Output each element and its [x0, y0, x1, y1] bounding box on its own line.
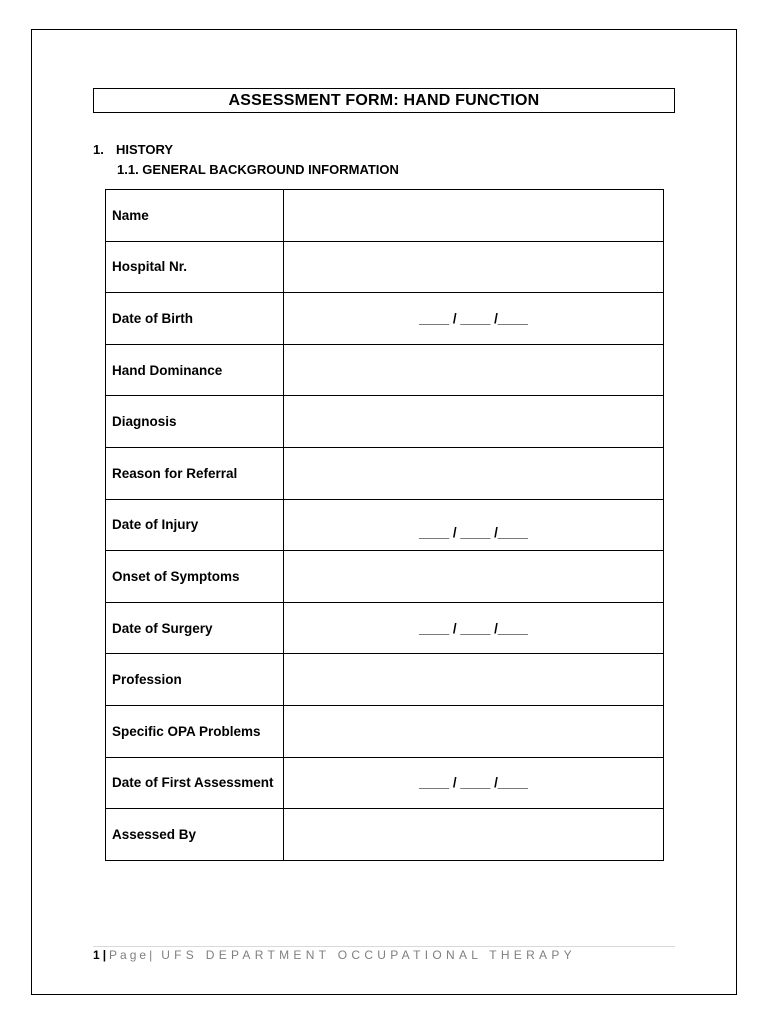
- date-of-first-assessment-field[interactable]: ____ / ____ /____: [284, 757, 664, 809]
- background-info-table: [105, 189, 664, 861]
- date-of-surgery-field[interactable]: ____ / ____ /____: [284, 602, 664, 654]
- footer-department: UFS DEPARTMENT OCCUPATIONAL THERAPY: [161, 948, 576, 962]
- row-label-date-of-birth: Date of Birth: [106, 293, 284, 345]
- table-row: [106, 241, 664, 293]
- table-row: [106, 551, 664, 603]
- row-label-assessed-by: Assessed By: [106, 809, 284, 861]
- subsection-heading: 1.1. GENERAL BACKGROUND INFORMATION: [117, 162, 399, 177]
- row-label-specific-opa-problems: Specific OPA Problems: [106, 705, 284, 757]
- table-row: [106, 396, 664, 448]
- table-row: [106, 190, 664, 242]
- section-label: HISTORY: [116, 142, 174, 157]
- table-row: [106, 447, 664, 499]
- row-label-onset-of-symptoms: Onset of Symptoms: [106, 551, 284, 603]
- specific-opa-problems-field[interactable]: [284, 705, 664, 757]
- row-label-hospital-nr: Hospital Nr.: [106, 241, 284, 293]
- footer-divider: [93, 946, 675, 947]
- section-heading: [93, 142, 173, 157]
- row-label-profession: Profession: [106, 654, 284, 706]
- page-footer: [93, 948, 576, 962]
- date-of-birth-field[interactable]: ____ / ____ /____: [284, 293, 664, 345]
- onset-of-symptoms-field[interactable]: [284, 551, 664, 603]
- table-row: [106, 757, 664, 809]
- row-label-date-of-surgery: Date of Surgery: [106, 602, 284, 654]
- row-label-reason-for-referral: Reason for Referral: [106, 447, 284, 499]
- date-of-injury-field[interactable]: ____ / ____ /____: [284, 499, 664, 551]
- table-row: [106, 499, 664, 551]
- table-row: [106, 809, 664, 861]
- table-row: [106, 344, 664, 396]
- diagnosis-field[interactable]: [284, 396, 664, 448]
- row-label-hand-dominance: Hand Dominance: [106, 344, 284, 396]
- table-row: [106, 602, 664, 654]
- page-number: 1: [93, 948, 100, 962]
- assessed-by-field[interactable]: [284, 809, 664, 861]
- footer-separator: |: [102, 948, 107, 962]
- page-label: Page|: [109, 948, 156, 962]
- name-field[interactable]: [284, 190, 664, 242]
- hand-dominance-field[interactable]: [284, 344, 664, 396]
- section-number: 1.: [93, 142, 104, 157]
- row-label-date-of-injury: Date of Injury: [106, 499, 284, 551]
- reason-for-referral-field[interactable]: [284, 447, 664, 499]
- table-row: [106, 654, 664, 706]
- row-label-diagnosis: Diagnosis: [106, 396, 284, 448]
- table-row: [106, 705, 664, 757]
- row-label-name: Name: [106, 190, 284, 242]
- profession-field[interactable]: [284, 654, 664, 706]
- form-title: ASSESSMENT FORM: HAND FUNCTION: [93, 88, 675, 113]
- hospital-nr-field[interactable]: [284, 241, 664, 293]
- row-label-date-of-first-assessment: Date of First Assessment: [106, 757, 284, 809]
- table-row: [106, 293, 664, 345]
